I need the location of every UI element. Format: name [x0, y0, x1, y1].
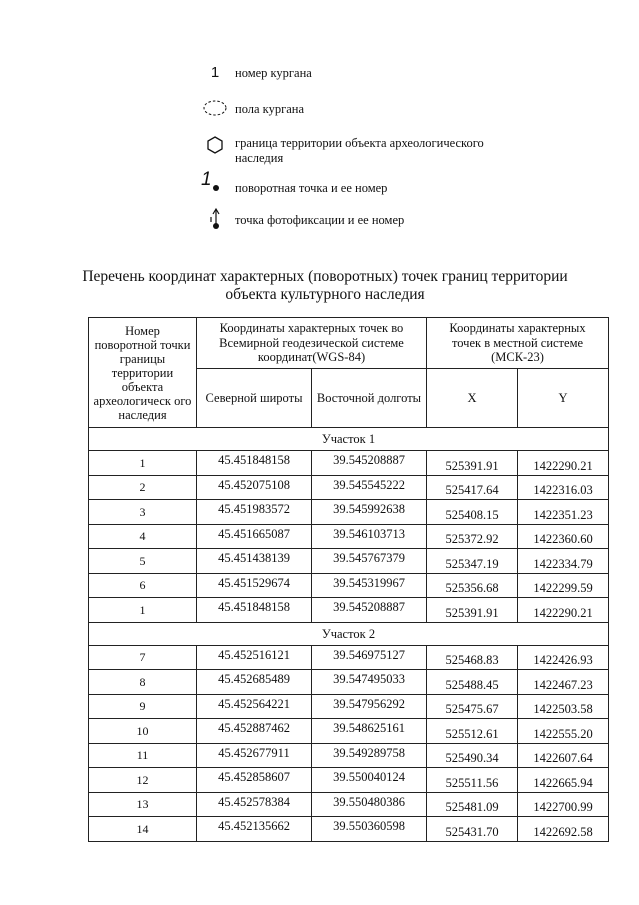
header-msk: Координаты характерных точек в местной системе (МСК-23): [427, 318, 609, 369]
latitude-cell: 45.451438139: [197, 549, 312, 574]
kurgan-number-icon: 1: [210, 64, 220, 81]
longitude-cell: 39.547495033: [312, 670, 427, 695]
y-cell: 1422467.23: [518, 670, 609, 695]
x-cell: 525511.56: [427, 768, 518, 793]
section-title: Участок 1: [89, 428, 609, 451]
y-cell: 1422426.93: [518, 645, 609, 670]
x-cell: 525481.09: [427, 792, 518, 817]
table-row: [89, 645, 609, 670]
point-number-cell: 11: [89, 743, 197, 768]
point-number-cell: 3: [89, 500, 197, 525]
y-cell: 1422692.58: [518, 817, 609, 842]
longitude-cell: 39.550040124: [312, 768, 427, 793]
point-number-cell: 1: [89, 598, 197, 623]
x-cell: 525391.91: [427, 451, 518, 476]
point-number-cell: 6: [89, 573, 197, 598]
latitude-cell: 45.451848158: [197, 451, 312, 476]
table-row: [89, 524, 609, 549]
legend-label: граница территории объекта археологического наследия: [235, 136, 484, 165]
longitude-cell: 39.549289758: [312, 743, 427, 768]
longitude-cell: 39.545208887: [312, 598, 427, 623]
table-row: [89, 549, 609, 574]
header-y: Y: [518, 369, 609, 428]
legend-label: пола кургана: [235, 102, 304, 116]
latitude-cell: 45.451848158: [197, 598, 312, 623]
x-cell: 525347.19: [427, 549, 518, 574]
point-number-cell: 5: [89, 549, 197, 574]
y-cell: 1422503.58: [518, 694, 609, 719]
x-cell: 525417.64: [427, 475, 518, 500]
y-cell: 1422299.59: [518, 573, 609, 598]
longitude-cell: 39.546103713: [312, 524, 427, 549]
table-row: [89, 670, 609, 695]
y-cell: 1422334.79: [518, 549, 609, 574]
point-number-cell: 1: [89, 451, 197, 476]
latitude-cell: 45.452564221: [197, 694, 312, 719]
section-row: [89, 622, 609, 645]
table-row: [89, 598, 609, 623]
longitude-cell: 39.545319967: [312, 573, 427, 598]
latitude-cell: 45.452887462: [197, 719, 312, 744]
x-cell: 525512.61: [427, 719, 518, 744]
latitude-cell: 45.452677911: [197, 743, 312, 768]
page-title: Перечень координат характерных (поворотных) точек границ территории объекта культурного наследия: [82, 268, 568, 303]
longitude-cell: 39.545208887: [312, 451, 427, 476]
latitude-cell: 45.452685489: [197, 670, 312, 695]
section-row: [89, 428, 609, 451]
x-cell: 525468.83: [427, 645, 518, 670]
section-title: Участок 2: [89, 622, 609, 645]
table-row: [89, 475, 609, 500]
y-cell: 1422700.99: [518, 792, 609, 817]
y-cell: 1422555.20: [518, 719, 609, 744]
table-row: [89, 500, 609, 525]
x-cell: 525372.92: [427, 524, 518, 549]
turning-point-icon: 1: [200, 169, 230, 197]
table-row: [89, 743, 609, 768]
longitude-cell: 39.546975127: [312, 645, 427, 670]
longitude-cell: 39.547956292: [312, 694, 427, 719]
x-cell: 525408.15: [427, 500, 518, 525]
x-cell: 525356.68: [427, 573, 518, 598]
header-point-number: Номер поворотной точки границы территории объекта археологическ ого наследия: [89, 318, 197, 428]
y-cell: 1422290.21: [518, 598, 609, 623]
latitude-cell: 45.451529674: [197, 573, 312, 598]
x-cell: 525488.45: [427, 670, 518, 695]
latitude-cell: 45.452075108: [197, 475, 312, 500]
x-cell: 525490.34: [427, 743, 518, 768]
point-number-cell: 13: [89, 792, 197, 817]
y-cell: 1422360.60: [518, 524, 609, 549]
latitude-cell: 45.451983572: [197, 500, 312, 525]
latitude-cell: 45.452858607: [197, 768, 312, 793]
table-row: [89, 817, 609, 842]
y-cell: 1422607.64: [518, 743, 609, 768]
table-row: [89, 768, 609, 793]
photo-point-icon: [200, 207, 230, 231]
longitude-cell: 39.545767379: [312, 549, 427, 574]
legend-label: номер кургана: [235, 66, 312, 80]
point-number-cell: 2: [89, 475, 197, 500]
longitude-cell: 39.545545222: [312, 475, 427, 500]
hexagon-icon: [200, 135, 230, 155]
legend-label: поворотная точка и ее номер: [235, 181, 388, 195]
y-cell: 1422316.03: [518, 475, 609, 500]
header-x: X: [427, 369, 518, 428]
latitude-cell: 45.451665087: [197, 524, 312, 549]
longitude-cell: 39.548625161: [312, 719, 427, 744]
y-cell: 1422665.94: [518, 768, 609, 793]
x-cell: 525475.67: [427, 694, 518, 719]
header-east: Восточной долготы: [312, 369, 427, 428]
longitude-cell: 39.550360598: [312, 817, 427, 842]
x-cell: 525431.70: [427, 817, 518, 842]
point-number-cell: 4: [89, 524, 197, 549]
latitude-cell: 45.452135662: [197, 817, 312, 842]
latitude-cell: 45.452578384: [197, 792, 312, 817]
x-cell: 525391.91: [427, 598, 518, 623]
table-row: [89, 451, 609, 476]
point-number-cell: 14: [89, 817, 197, 842]
legend-label: точка фотофиксации и ее номер: [235, 213, 405, 227]
table-row: [89, 573, 609, 598]
point-number-cell: 9: [89, 694, 197, 719]
table-row: [89, 719, 609, 744]
dashed-ellipse-icon: [200, 99, 230, 117]
header-wgs: Координаты характерных точек во Всемирной геодезической системе координат(WGS-84): [197, 318, 427, 369]
table-row: [89, 792, 609, 817]
header-north: Северной широты: [197, 369, 312, 428]
table-row: [89, 694, 609, 719]
longitude-cell: 39.550480386: [312, 792, 427, 817]
y-cell: 1422351.23: [518, 500, 609, 525]
coordinates-table: [88, 317, 609, 842]
point-number-cell: 7: [89, 645, 197, 670]
y-cell: 1422290.21: [518, 451, 609, 476]
point-number-cell: 12: [89, 768, 197, 793]
longitude-cell: 39.545992638: [312, 500, 427, 525]
latitude-cell: 45.452516121: [197, 645, 312, 670]
point-number-cell: 10: [89, 719, 197, 744]
point-number-cell: 8: [89, 670, 197, 695]
